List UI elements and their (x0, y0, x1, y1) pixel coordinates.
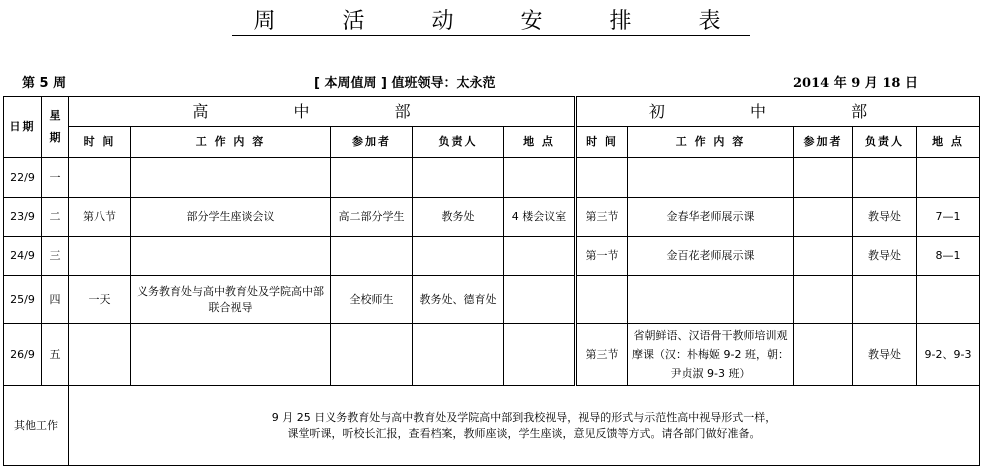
senior-col-content: 工 作 内 容 (131, 127, 331, 158)
senior-time: 第八节 (69, 198, 131, 237)
issue-date: 2014 年 9 月 18 日 (793, 76, 918, 91)
junior-section-header: 初 中 部 (576, 97, 980, 127)
junior-time (576, 158, 628, 198)
page-title: 周 活 动 安 排 表 (0, 4, 982, 35)
senior-content: 义务教育处与高中教育处及学院高中部联合视导 (131, 276, 331, 324)
senior-time (69, 158, 131, 198)
senior-content: 部分学生座谈会议 (131, 198, 331, 237)
senior-participants: 高二部分学生 (331, 198, 413, 237)
row-weekday: 一 (42, 158, 69, 198)
senior-col-participants: 参加者 (331, 127, 413, 158)
senior-place (504, 276, 576, 324)
senior-participants (331, 324, 413, 386)
junior-participants (794, 158, 853, 198)
table-row (4, 158, 980, 198)
junior-place: 9-2、9-3 (917, 324, 980, 386)
junior-col-place: 地 点 (917, 127, 980, 158)
senior-participants (331, 158, 413, 198)
row-weekday: 五 (42, 324, 69, 386)
senior-time (69, 237, 131, 276)
date-header: 日期 (4, 97, 42, 158)
junior-owner: 教导处 (853, 198, 917, 237)
senior-place (504, 237, 576, 276)
junior-participants (794, 237, 853, 276)
table-row (4, 237, 980, 276)
row-date: 22/9 (4, 158, 42, 198)
junior-time: 第一节 (576, 237, 628, 276)
table-row (4, 324, 980, 386)
row-weekday: 四 (42, 276, 69, 324)
senior-place (504, 158, 576, 198)
row-date: 26/9 (4, 324, 42, 386)
junior-participants (794, 324, 853, 386)
row-date: 25/9 (4, 276, 42, 324)
duty-leader: [ 本周值周 ] 值班领导：太永范 (314, 76, 496, 91)
junior-owner (853, 158, 917, 198)
senior-owner: 教务处 (413, 198, 504, 237)
senior-col-owner: 负责人 (413, 127, 504, 158)
junior-time: 第三节 (576, 198, 628, 237)
senior-content (131, 237, 331, 276)
row-weekday: 三 (42, 237, 69, 276)
junior-content (628, 158, 794, 198)
senior-participants (331, 237, 413, 276)
senior-owner: 教务处、德育处 (413, 276, 504, 324)
junior-col-participants: 参加者 (794, 127, 853, 158)
senior-place: 4 楼会议室 (504, 198, 576, 237)
junior-content: 金春华老师展示课 (628, 198, 794, 237)
senior-owner (413, 324, 504, 386)
senior-col-place: 地 点 (504, 127, 576, 158)
other-work-line-1: 9 月 25 日义务教育处与高中教育处及学院高中部到我校视导，视导的形式与示范性高中视导形式一样， (271, 410, 777, 424)
table-row (4, 276, 980, 324)
junior-owner (853, 276, 917, 324)
other-work-label: 其他工作 (4, 386, 69, 466)
junior-owner: 教导处 (853, 324, 917, 386)
junior-participants (794, 198, 853, 237)
senior-time (69, 324, 131, 386)
other-work-row (4, 386, 980, 466)
junior-time (576, 276, 628, 324)
senior-place (504, 324, 576, 386)
junior-time: 第三节 (576, 324, 628, 386)
row-weekday: 二 (42, 198, 69, 237)
senior-content (131, 324, 331, 386)
junior-content: 省朝鲜语、汉语骨干教师培训观摩课（汉：朴梅姬 9-2 班，朝：尹贞淑 9-3 班） (628, 324, 794, 386)
junior-content (628, 276, 794, 324)
row-date: 23/9 (4, 198, 42, 237)
junior-col-owner: 负责人 (853, 127, 917, 158)
senior-participants: 全校师生 (331, 276, 413, 324)
junior-participants (794, 276, 853, 324)
other-work-line-2: 课堂听课，听校长汇报，查看档案，教师座谈，学生座谈，意见反馈等方式。请各部门做好准备。 (287, 426, 761, 440)
senior-owner (413, 158, 504, 198)
senior-col-time: 时 间 (69, 127, 131, 158)
junior-place: 8—1 (917, 237, 980, 276)
senior-time: 一天 (69, 276, 131, 324)
junior-place (917, 276, 980, 324)
table-row (4, 198, 980, 237)
junior-col-time: 时 间 (576, 127, 628, 158)
other-work-notes (69, 386, 980, 466)
junior-owner: 教导处 (853, 237, 917, 276)
junior-col-content: 工 作 内 容 (628, 127, 794, 158)
senior-owner (413, 237, 504, 276)
junior-place (917, 158, 980, 198)
schedule-table (3, 96, 980, 466)
weekday-header: 星期 (42, 97, 69, 158)
row-date: 24/9 (4, 237, 42, 276)
junior-content: 金百花老师展示课 (628, 237, 794, 276)
week-label: 第 5 周 (22, 76, 67, 91)
senior-content (131, 158, 331, 198)
senior-section-header: 高 中 部 (69, 97, 576, 127)
junior-place: 7—1 (917, 198, 980, 237)
